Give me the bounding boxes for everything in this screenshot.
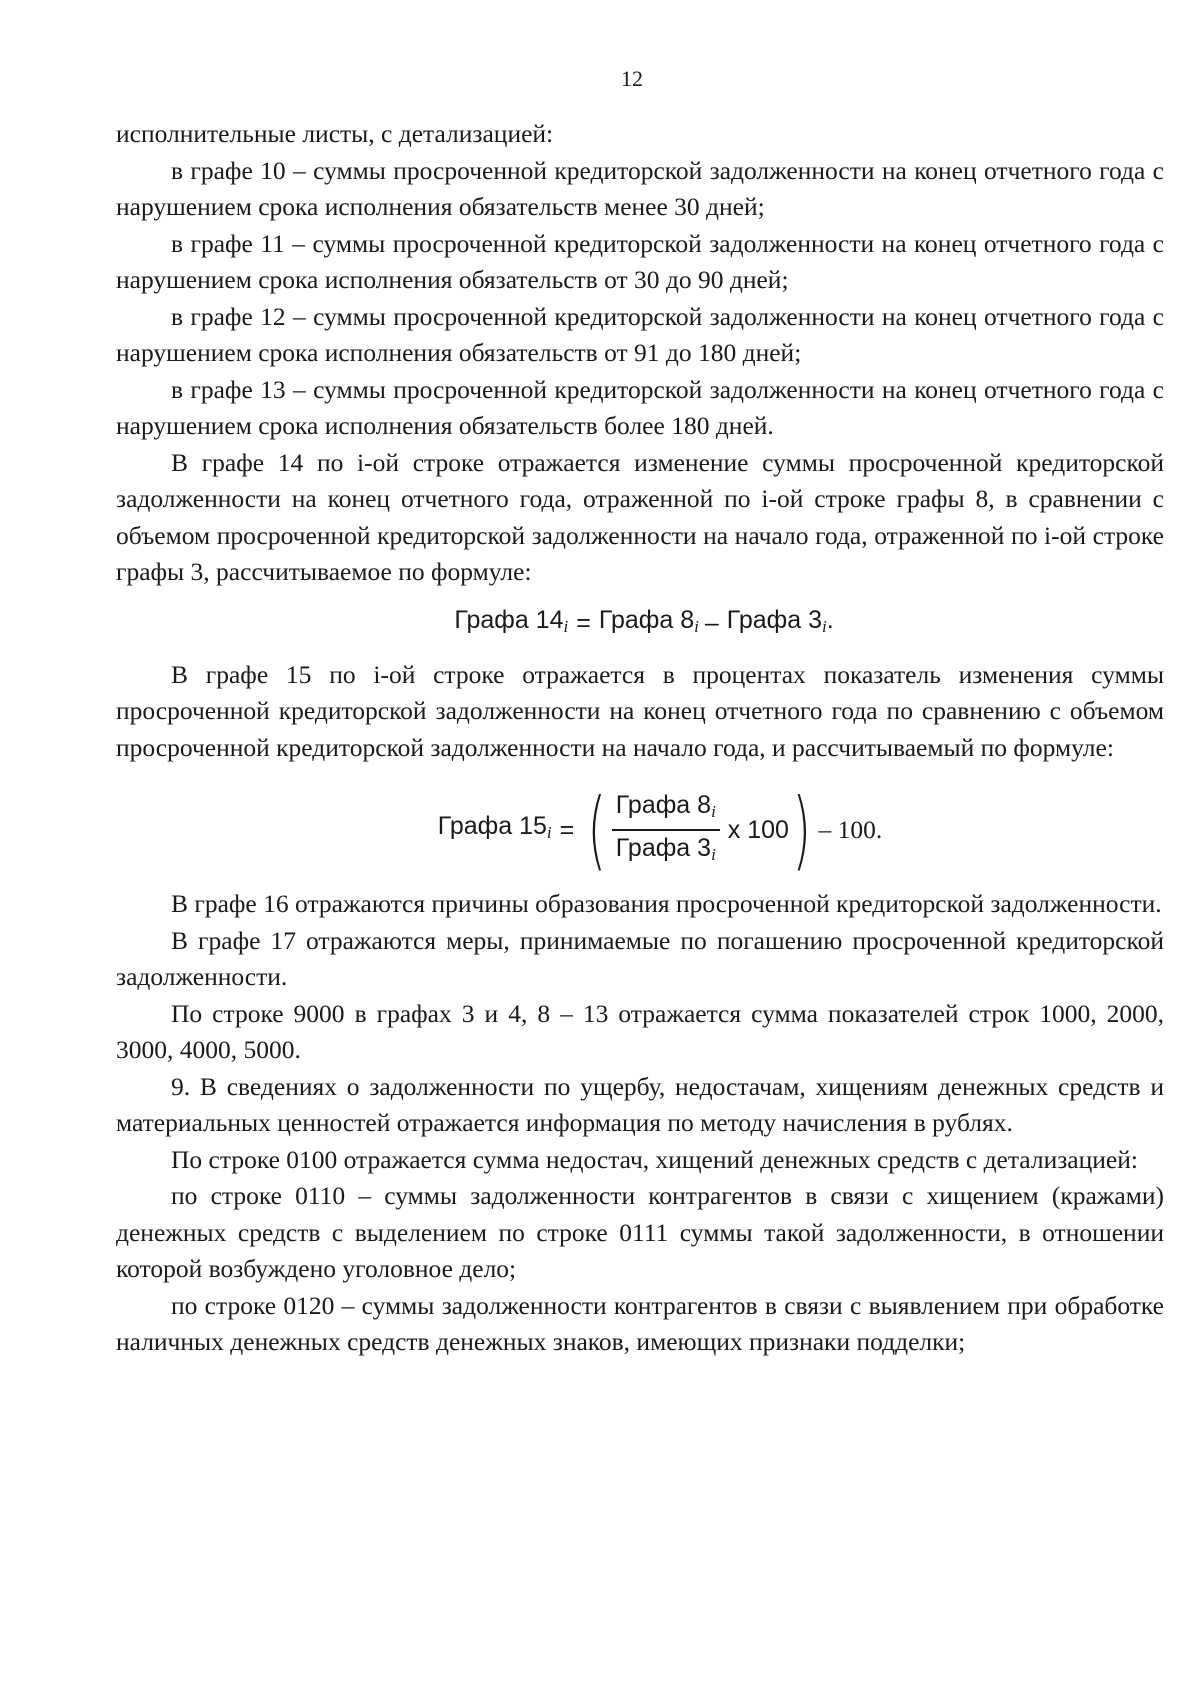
formula2-numerator: Графа $8_i$	[612, 790, 720, 831]
paragraph: в графе 13 – суммы просроченной кредиторской задолженности на конец отчетного года с нарушением срока исполнения обязательств более 180 дней.	[116, 374, 1164, 440]
paragraph: По строке 9000 в графах 3 и 4, 8 – 13 отражается сумма показателей строк 1000, 2000, 3000, 4000, 5000.	[116, 998, 1164, 1064]
document-body	[116, 116, 1164, 1361]
paragraph: в графе 11 – суммы просроченной кредиторской задолженности на конец отчетного года с нарушением срока исполнения обязательств от 30 до 90 дней;	[116, 228, 1164, 294]
paragraph: В графе 14 по i-ой строке отражается изменение суммы просроченной кредиторской задолженности на конец отчетного года, отраженной по i-ой строке графы 8, в сравнении с объемом просроченной кредиторской задолженности на начало года, отраженной по i-ой строке графы 3, рассчитываемое по формуле:	[116, 447, 1164, 586]
paragraph: В графе 16 отражаются причины образования просроченной кредиторской задолженности.	[171, 889, 1162, 918]
formula1-term1: Графа $8_i$	[598, 605, 699, 636]
formula2-lhs: Графа $15_i$	[437, 812, 552, 843]
paragraph: В графе 15 по i-ой строке отражается в процентах показатель изменения суммы просроченной кредиторской задолженности на конец отчетного года по сравнению с объемом просроченной кредиторской задолженности на начало года, и рассчитываемый по формуле:	[116, 659, 1164, 762]
paragraph: В графе 17 отражаются меры, принимаемые по погашению просроченной кредиторской задолженности.	[116, 925, 1164, 991]
paragraph: исполнительные листы, с детализацией:	[116, 119, 554, 148]
formula1-minus: –	[704, 609, 719, 638]
formula1-lhs: Графа $14_i$	[454, 605, 569, 636]
paragraph: по строке 0120 – суммы задолженности контрагентов в связи с выявлением при обработке наличных денежных средств денежных знаков, имеющих признаки подделки;	[116, 1290, 1164, 1356]
paragraph-group-mid	[116, 657, 1164, 767]
formula-grafa-15	[116, 774, 1164, 886]
paragraph: в графе 12 – суммы просроченной кредиторской задолженности на конец отчетного года с нарушением срока исполнения обязательств от 91 до 180 дней;	[116, 301, 1164, 367]
paragraph: в графе 10 – суммы просроченной кредиторской задолженности на конец отчетного года с нарушением срока исполнения обязательств менее 30 дней;	[116, 155, 1164, 221]
formula2-open-paren: (	[587, 780, 607, 880]
paragraph-group-top	[116, 116, 1164, 591]
paragraph-group-bottom	[116, 886, 1164, 1361]
page-number: 12	[621, 66, 643, 91]
formula1-equals: =	[576, 609, 591, 638]
paragraph: 9. В сведениях о задолженности по ущербу, недостачам, хищениям денежных средств и материальных ценностей отражается информация по методу начисления в рублях.	[116, 1071, 1164, 1137]
paragraph: По строке 0100 отражается сумма недостач, хищений денежных средств с детализацией:	[171, 1144, 1138, 1174]
formula2-denominator: Графа $3_i$	[615, 834, 716, 864]
formula2-times: х 100	[727, 815, 789, 844]
formula-grafa-14	[116, 591, 1164, 657]
paragraph: по строке 0110 – суммы задолженности контрагентов в связи с хищением (кражами) денежных средств с выделением по строке 0111 суммы такой задолженности, в отношении которой возбуждено уголовное дело;	[116, 1181, 1164, 1283]
formula2-tail: – 100.	[818, 814, 883, 844]
formula2-equals: =	[559, 815, 575, 844]
formula1-term2: Графа $3_i$.	[726, 605, 834, 636]
formula2-close-paren: )	[792, 780, 811, 880]
formula2-fraction	[612, 790, 720, 870]
